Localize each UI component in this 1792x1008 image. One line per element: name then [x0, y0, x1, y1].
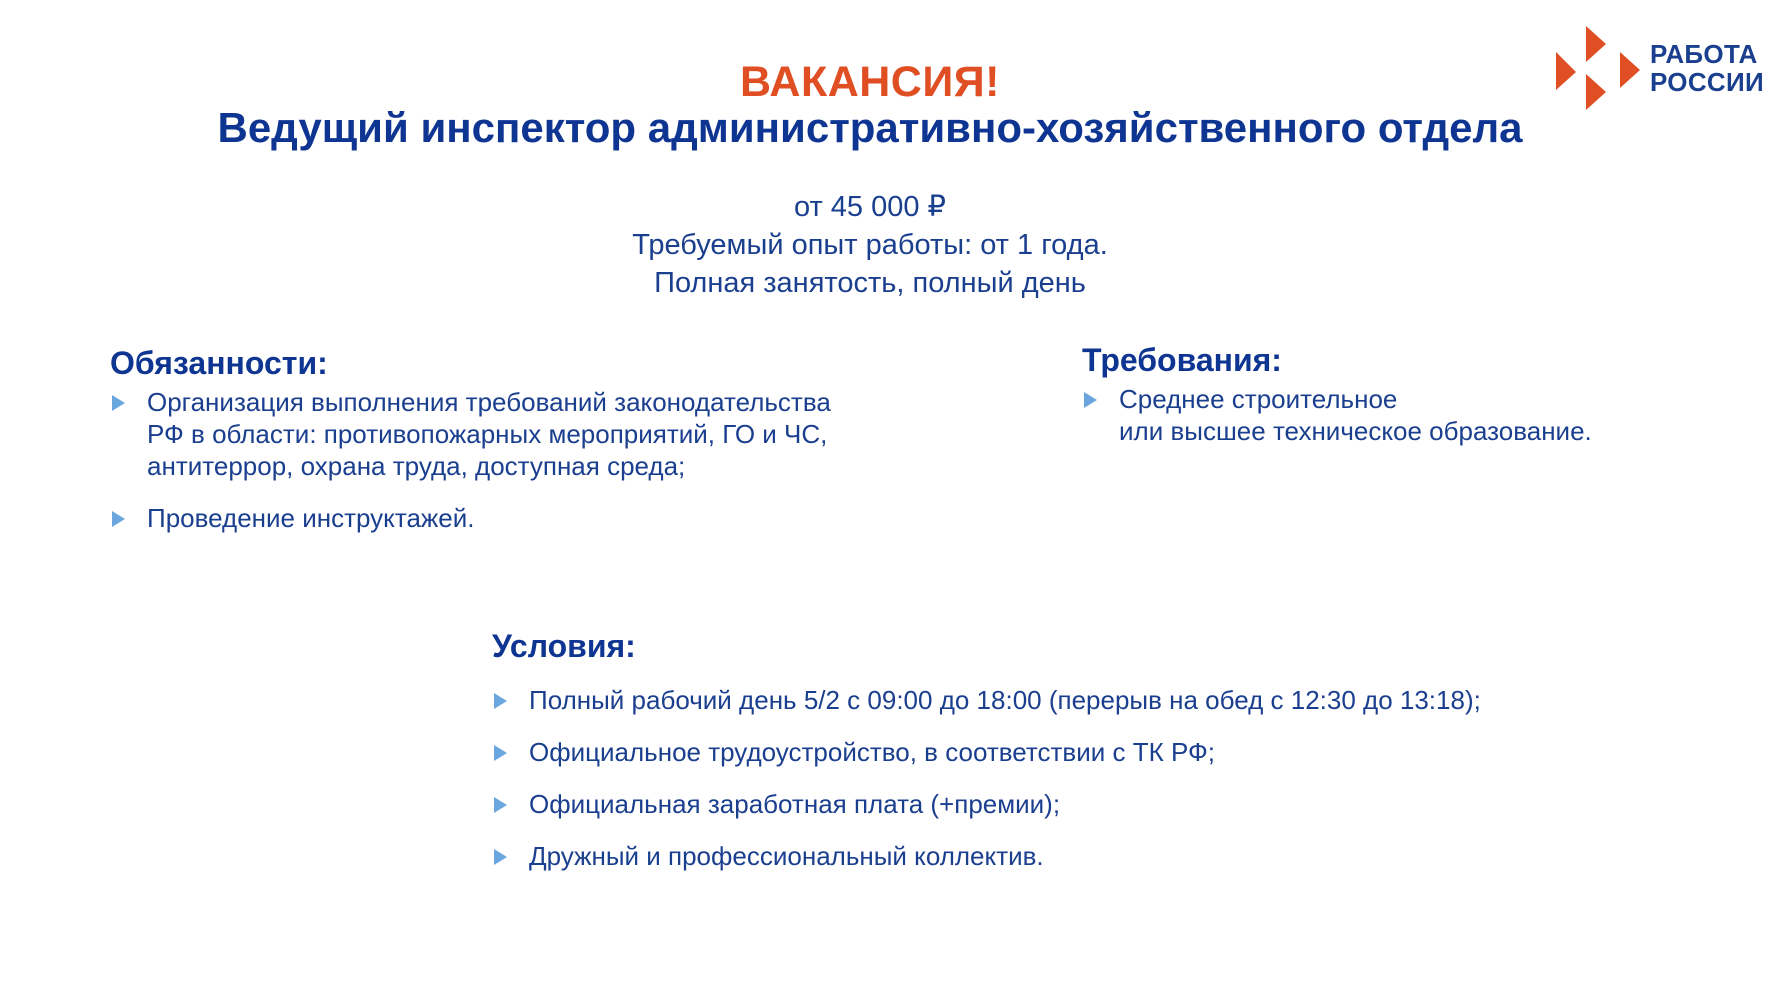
list-item	[492, 788, 1692, 820]
requirements-list	[1082, 383, 1722, 447]
list-item-text: Официальное трудоустройство, в соответствии с ТК РФ;	[529, 737, 1216, 767]
list-item	[110, 502, 990, 534]
vacancy-label: ВАКАНСИЯ!	[739, 58, 1000, 106]
conditions-list	[492, 684, 1692, 892]
bullet-arrow-icon	[494, 745, 507, 761]
list-item-text: Среднее строительное или высшее техническое образование.	[1119, 384, 1592, 446]
employment-type: Полная занятость, полный день	[654, 267, 1086, 299]
list-item	[492, 736, 1692, 768]
bullet-arrow-icon	[494, 797, 507, 813]
duties-list	[110, 386, 990, 554]
list-item	[492, 840, 1692, 872]
bullet-arrow-icon	[494, 693, 507, 709]
list-item	[110, 386, 990, 482]
experience: Требуемый опыт работы: от 1 года.	[632, 229, 1108, 261]
list-item	[492, 684, 1692, 716]
list-item	[1082, 383, 1722, 447]
requirements-title: Требования:	[1082, 342, 1282, 378]
list-item-text: Организация выполнения требований законодательства РФ в области: противопожарных мероприятий, ГО и ЧС, антитеррор, охрана труда, доступная среда;	[147, 387, 831, 481]
list-item-text: Проведение инструктажей.	[147, 503, 475, 533]
salary: от 45 000 ₽	[793, 191, 947, 223]
job-summary	[0, 188, 1740, 302]
bullet-arrow-icon	[1084, 392, 1097, 408]
conditions-title: Условия:	[492, 628, 636, 664]
logo-line-1: РАБОТА	[1650, 39, 1758, 69]
list-item-text: Дружный и профессиональный коллектив.	[529, 841, 1044, 871]
bullet-arrow-icon	[112, 511, 125, 527]
list-item-text: Официальная заработная плата (+премии);	[529, 789, 1061, 819]
duties-title: Обязанности:	[110, 345, 328, 381]
bullet-arrow-icon	[112, 395, 125, 411]
bullet-arrow-icon	[494, 849, 507, 865]
logo-line-2: РОССИИ	[1650, 67, 1764, 97]
list-item-text: Полный рабочий день 5/2 с 09:00 до 18:00 (перерыв на обед с 12:30 до 13:18);	[529, 685, 1481, 715]
job-title: Ведущий инспектор административно-хозяйственного отдела	[217, 104, 1523, 151]
